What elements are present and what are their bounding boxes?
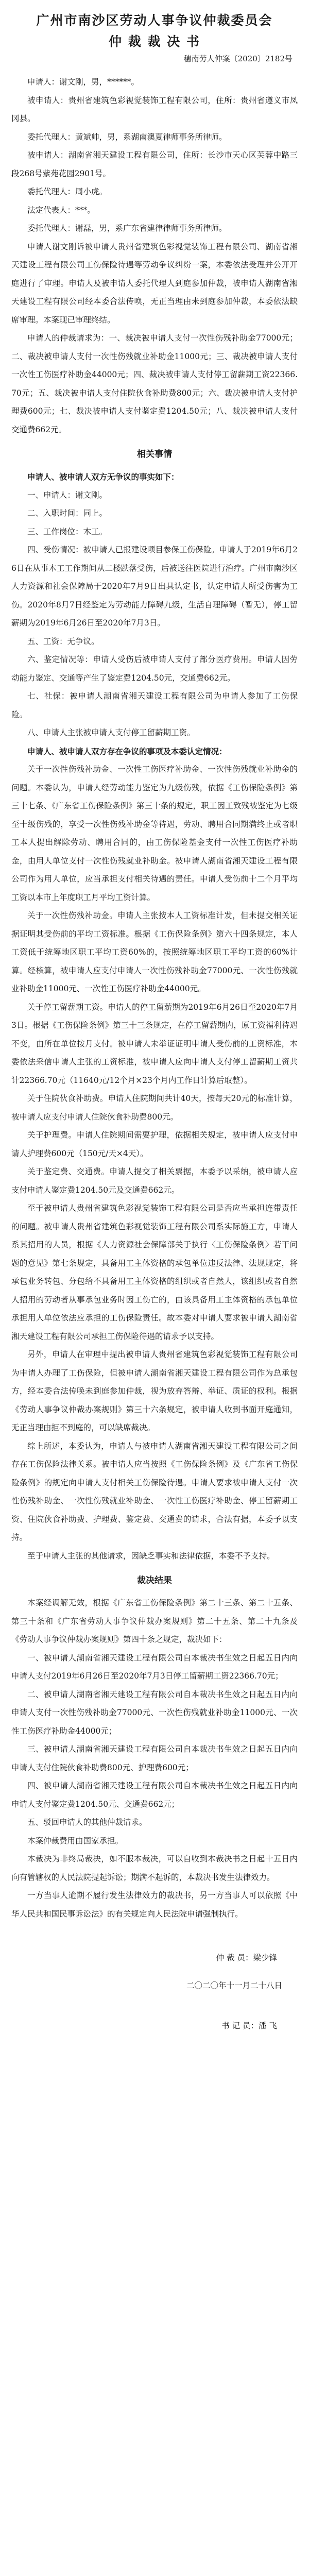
clerk-signature: 书 记 员：潘 飞 xyxy=(221,2021,277,2030)
fact-item: 二、入职时间：同上。 xyxy=(27,509,108,518)
disputed-paragraph: 关于鉴定费、交通费。申请人提交了相关票据，本委予以采纳，被申请人应支付申请人鉴定费1204.50元及交通费662元。 xyxy=(11,1167,298,1195)
disputed-paragraph: 至于被申请人贵州省建筑色彩视觉装饰工程有限公司是否应当承担连带责任的问题。被申请人贵州省建筑色彩视觉装饰工程有限公司系实际施工方，申请人系其招用的人员，根据《人力资源社会保障部关于执行〈工伤保险条例〉若干问题的意见》第七条规定，具备用工主体资格的承包单位违反法律、法规规定，将承包业务转包、分包给不具备用工主体资格的组织或者自然人，该组织或者自然人招用的劳动者从事承包业务时因工伤亡的，由该具备用工主体资格的承包单位承担用人单位依法应承担的工伤保险责任。故本委对申请人要求被申请人湖南省湘天建设工程有限公司承担工伤保险待遇的请求予以支持。 xyxy=(11,1204,298,1341)
disputed-paragraph: 关于一次性伤残补助金、一次性工伤医疗补助金、一次性伤残就业补助金的问题。本委认为，申请人经劳动能力鉴定为九级伤残，依据《工伤保险条例》第三十七条、《广东省工伤保险条例》第三十条的规定，职工因工致残被鉴定为七级至十级伤残的，享受一次性伤残补助金等待遇，劳动、聘用合同期满终止或者职工本人提出解除劳动、聘用合同的，由工伤保险基金支付一次性工伤医疗补助金，由用人单位支付一次性伤残就业补助金。被申请人湖南省湘天建设工程有限公司作为用人单位，应当承担支付相关待遇的责任。申请人受伤前十二个月平均工资以本市上年度职工月平均工资计算。 xyxy=(11,765,298,902)
ruling-item: 三、被申请人湖南省湘天建设工程有限公司自本裁决书生效之日起五日内向申请人支付住院伙食补助费800元、护理费600元； xyxy=(11,1744,298,1772)
intro-paragraph: 申请人谢文刚诉被申请人贵州省建筑色彩视觉装饰工程有限公司、湖南省湘天建设工程有限公司工伤保险待遇等劳动争议纠纷一案，本委依法受理并公开开庭进行了审理。申请人及被申请人委托代理人到庭参加仲裁，被申请人湖南省湘天建设工程有限公司经本委合法传唤，无正当理由未到庭参加仲裁，本委依法缺席审理。本案现已审理终结。 xyxy=(11,242,298,325)
ruling-item: 一、被申请人湖南省湘天建设工程有限公司自本裁决书生效之日起五日内向申请人支付2019年6月26日至2020年7月3日停工留薪期工资22366.70元； xyxy=(11,1653,298,1681)
ruling-heading: 裁决结果 xyxy=(137,1575,172,1586)
disputed-paragraph: 关于一次性伤残补助金。申请人主张按本人工资标准计发，但未提交相关证据证明其受伤前的平均工资标准。根据《工伤保险条例》第六十四条规定，本人工资低于统筹地区职工平均工资60%的，按照统筹地区职工平均工资的60%计算。经核算，被申请人应支付申请人一次性伤残补助金77000元、一次性伤残就业补助金11000元、一次性工伤医疗补助金44000元。 xyxy=(11,911,298,993)
fact-item: 五、工资：无争议。 xyxy=(27,636,99,646)
disputed-issues-list xyxy=(11,760,298,1565)
closing-paragraph: 本案仲裁费用由国家承担。 xyxy=(27,1836,124,1845)
intro-section xyxy=(11,238,298,439)
parties-section xyxy=(11,73,298,238)
party-line: 委托代理人：谢磊，男，系广东省建律律师事务所律师。 xyxy=(27,224,227,233)
party-line: 被申请人：贵州省建筑色彩视觉装饰工程有限公司，住所：贵州省遵义市凤冈县。 xyxy=(11,95,298,123)
party-line: 法定代表人：***。 xyxy=(27,205,95,215)
ruling-item: 二、被申请人湖南省湘天建设工程有限公司自本裁决书生效之日起五日内向申请人支付一次性伤残补助金77000元、一次性伤残就业补助金11000元、一次性工伤医疗补助金44000元； xyxy=(11,1689,298,1736)
fact-item: 三、工作岗位：木工。 xyxy=(27,527,108,536)
fact-item: 八、申请人主张被申请人支付停工留薪期工资。 xyxy=(27,728,195,737)
fact-item: 六、鉴定情况等：申请人受伤后被申请人支付了部分医疗费用。申请人因劳动能力鉴定、交通等产生了鉴定费1204.50元，交通费662元。 xyxy=(11,655,298,683)
disputed-heading: 申请人、被申请人双方存在争议的事项及本委认定情况： xyxy=(27,746,227,756)
party-line: 委托代理人：黄斌帅，男，系湖南澳夏律师事务所律师。 xyxy=(27,132,227,142)
fact-item: 七、社保：被申请人湖南省湘天建设工程有限公司为申请人参加了工伤保险。 xyxy=(11,691,298,719)
ruling-intro: 本案经调解无效，根据《广东省工伤保险条例》第二十三条、第二十五条、第三十条和《广东省劳动人事争议仲裁办案规则》第二十五条、第二十九条及《劳动人事争议仲裁办案规则》第四十条之规定，裁决如下： xyxy=(11,1598,298,1644)
disputed-paragraph: 关于停工留薪期工资。申请人的停工留薪期为2019年6月26日至2020年7月3日。根据《工伤保险条例》第三十三条规定，在停工留薪期内，原工资福利待遇不变，由所在单位按月支付。被申请人未举证证明申请人受伤前的工资标准，本委依法采信申请人主张的工资标准，被申请人应向申请人支付停工留薪期工资共计22366.70元（11640元/12个月×23个月内工作日计算后取整）。 xyxy=(11,1002,298,1085)
facts-intro: 申请人、被申请人双方无争议的事实如下： xyxy=(27,472,179,482)
facts-heading: 相关事情 xyxy=(137,449,172,460)
claims-paragraph: 申请人的仲裁请求为：一、裁决被申请人支付一次性伤残补助金77000元；二、裁决被申请人支付一次性伤残就业补助金11000元；三、裁决被申请人支付一次性工伤医疗补助金44000元；四、裁决被申请人支付停工留薪期工资22366.70元；五、裁决被申请人支付住院伙食补助费800元；六、裁决被申请人支付护理费600元；七、裁决被申请人支付鉴定费1204.50元；八、裁决被申请人支付交通费662元。 xyxy=(11,333,298,434)
closing-paragraph: 一方当事人逾期不履行发生法律效力的裁决书，另一方当事人可以依照《中华人民共和国民事诉讼法》的有关规定向人民法院申请强制执行。 xyxy=(11,1891,298,1919)
closing-paragraph: 本裁决为非终局裁决，如不服本裁决，可以自收到本裁决书之日起十五日内向有管辖权的人民法院提起诉讼；期满不起诉的，本裁决书发生法律效力。 xyxy=(11,1854,298,1882)
fact-item: 四、受伤情况：被申请人已报建设项目参保工伤保险。申请人于2019年6月26日在从事木工工作期间从二楼跌落受伤，后被送往医院进行治疗。广州市南沙区人力资源和社会保障局于2020年7月9日出具认定书，认定申请人所受伤害为工伤。2020年8月7日经鉴定为劳动能力障碍九级，生活自理障碍（暂无），停工留薪期为2019年6月26日至2020年7月3日。 xyxy=(11,545,298,628)
committee-title: 广州市南沙区劳动人事争议仲裁委员会 xyxy=(36,13,273,28)
disputed-paragraph: 综上所述，本委认为，申请人与被申请人湖南省湘天建设工程有限公司之间存在工伤保险法律关系。被申请人应当按照《工伤保险条例》及《广东省工伤保险条例》的规定向申请人支付相关工伤保险待遇。申请人要求被申请人支付一次性伤残补助金、一次性伤残就业补助金、一次性工伤医疗补助金、停工留薪期工资、住院伙食补助费、护理费、鉴定费、交通费的请求，合法有据，本委予以支持。 xyxy=(11,1441,298,1542)
party-line: 委托代理人：周小虎。 xyxy=(27,187,108,196)
party-line: 申请人：谢文刚，男，******。 xyxy=(27,77,140,87)
disputed-paragraph: 关于护理费。申请人住院期间需要护理，依据相关规定，被申请人应支付申请人护理费600元（150元/天×4天）。 xyxy=(11,1130,298,1158)
arbitrator-signature: 仲 裁 员：梁少锋 xyxy=(216,1953,277,1962)
party-line: 被申请人：湖南省湘天建设工程有限公司，住所：长沙市天心区芙蓉中路三段268号紫苑花园2901号。 xyxy=(11,150,298,178)
award-date: 二〇二〇年十一月二十八日 xyxy=(186,1981,282,1990)
closing-section xyxy=(11,1832,298,1924)
disputed-paragraph: 关于住院伙食补助费。申请人住院期间共计40天，按每天20元的标准计算，被申请人应支付申请人住院伙食补助费800元。 xyxy=(11,1094,298,1122)
ruling-item: 四、被申请人湖南省湘天建设工程有限公司自本裁决书生效之日起五日内向申请人支付鉴定费1204.50元、交通费662元； xyxy=(11,1781,298,1809)
disputed-paragraph: 另外，申请人在审理中提出被申请人贵州省建筑色彩视觉装饰工程有限公司为申请人办理了工伤保险，但被申请人湖南省湘天建设工程有限公司作为总承包方，经本委合法传唤未到庭参加仲裁，视为放弃答辩、举证、质证的权利。根据《劳动人事争议仲裁办案规则》第三十六条规定，被申请人收到书面开庭通知，无正当理由拒不到庭的，可以缺席裁决。 xyxy=(11,1350,298,1432)
award-title: 仲 裁 裁 决 书 xyxy=(109,33,200,49)
ruling-item: 五、驳回申请人的其他仲裁请求。 xyxy=(27,1818,147,1827)
fact-item: 一、申请人：谢文刚。 xyxy=(27,490,108,500)
ruling-list xyxy=(11,1649,298,1832)
case-number: 穗南劳人仲案〔2020〕2182号 xyxy=(183,54,293,63)
disputed-paragraph: 至于申请人主张的其他请求，因缺乏事实和法律依据，本委不予支持。 xyxy=(27,1551,275,1561)
undisputed-facts-list xyxy=(11,486,298,742)
